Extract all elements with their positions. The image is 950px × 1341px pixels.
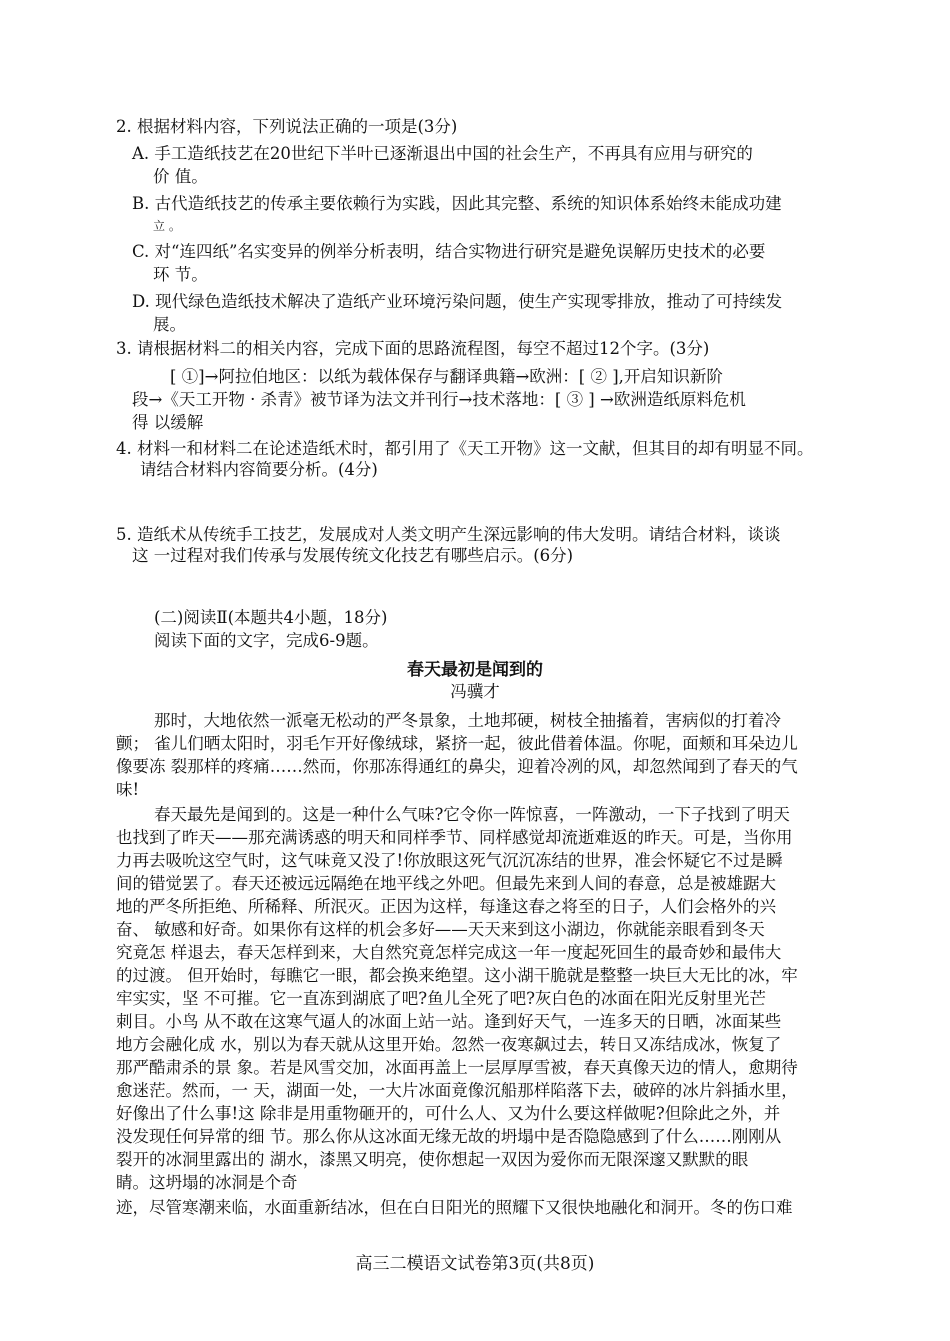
- paragraph-line: 味!: [116, 780, 140, 799]
- paragraph-line: 睛。这坍塌的冰洞是个奇: [116, 1173, 298, 1192]
- paragraph-line: 像要冻 裂那样的疼痛……然而，你那冻得通红的鼻尖，迎着冷冽的风，却忽然闻到了春天的气: [116, 757, 798, 776]
- paragraph-line: 迹，尽管寒潮来临，水面重新结冰，但在白日阳光的照耀下又很快地融化和洞开。冬的伤口难: [116, 1198, 793, 1217]
- flow-line3: 得 以缓解: [132, 413, 204, 432]
- paragraph-line: 也找到了昨天——那充满诱惑的明天和同样季节、同样感觉却流逝难返的昨天。可是，当你用: [116, 828, 793, 847]
- question-3-stem: 3. 请根据材料二的相关内容，完成下面的思路流程图，每空不超过12个字。(3分): [116, 339, 710, 358]
- paragraph-line: 颤； 雀儿们晒太阳时，羽毛乍开好像绒球，紧挤一起，彼此借着体温。你呢，面颊和耳朵边儿: [116, 734, 798, 753]
- paragraph-line: 奋、 敏感和好奇。如果你有这样的机会多好——天天来到这小湖边，你就能亲眼看到冬天: [116, 920, 765, 939]
- question-4-line1: 4. 材料一和材料二在论述造纸术时，都引用了《天工开物》这一文献，但其目的却有明显不同。: [116, 439, 814, 458]
- paragraph-line: 的过渡。 但开始时，每瞧它一眼，都会换来绝望。这小湖干脆就是整整一块巨大无比的冰，牢: [116, 966, 798, 985]
- question-4-line2: 请结合材料内容简要分析。(4分): [140, 460, 378, 479]
- page-footer: 高三二模语文试卷第3页(共8页): [355, 1254, 595, 1274]
- paragraph-line: 究竟怎 样退去，春天怎样到来，大自然究竟怎样完成这一年一度起死回生的最奇妙和最伟大: [116, 943, 782, 962]
- question-5-line1: 5. 造纸术从传统手工技艺，发展成对人类文明产生深远影响的伟大发明。请结合材料，谈谈: [116, 525, 781, 544]
- paragraph-line: 牢实实，坚 不可摧。它一直冻到湖底了吧?鱼儿全死了吧?灰白色的冰面在阳光反射里光芒: [116, 989, 766, 1008]
- section-heading: (二)阅读Ⅱ(本题共4小题，18分): [154, 608, 388, 627]
- option-c-line2: 环 节。: [153, 265, 208, 284]
- paragraph-line: 春天最先是闻到的。这是一种什么气味?它令你一阵惊喜，一阵激动，一下子找到了明天: [154, 805, 790, 824]
- paragraph-line: 好像出了什么事!这 除非是用重物砸开的，可什么人、又为什么要这样做呢?但除此之外，并: [116, 1104, 781, 1123]
- section-instruction: 阅读下面的文字，完成6-9题。: [154, 631, 379, 650]
- question-2-stem: 2. 根据材料内容，下列说法正确的一项是(3分): [116, 117, 458, 136]
- paragraph-line: 那严酷肃杀的景 象。若是风雪交加，冰面再盖上一层厚厚雪被，春天真像天边的情人，愈期待: [116, 1058, 798, 1077]
- article-author: 冯骥才: [450, 682, 500, 701]
- paragraph-line: 刺目。小鸟 从不敢在这寒气逼人的冰面上站一站。逢到好天气，一连多天的日晒，冰面某些: [116, 1012, 782, 1031]
- paragraph-line: 力再去吸吮这空气时，这气味竟又没了!你放眼这死气沉沉冻结的世界，准会怀疑它不过是瞬: [116, 851, 783, 870]
- option-b-line1: B. 古代造纸技艺的传承主要依赖行为实践，因此其完整、系统的知识体系始终未能成功建: [132, 194, 782, 213]
- paragraph-line: 没发现任何异常的细 节。那么你从这冰面无缘无故的坍塌中是否隐隐感到了什么……刚刚从: [116, 1127, 782, 1146]
- article-title: 春天最初是闻到的: [407, 660, 543, 680]
- option-b-line2: 立 。: [153, 219, 181, 233]
- flow-line1: [ ①]→阿拉伯地区：以纸为载体保存与翻译典籍→欧洲：[ ② ],开启知识新阶: [170, 367, 723, 386]
- paragraph-line: 那时，大地依然一派毫无松动的严冬景象，土地邦硬，树枝全抽搐着，害病似的打着冷: [154, 711, 781, 730]
- paragraph-line: 地方会融化成 水，别以为春天就从这里开始。忽然一夜寒飙过去，转日又冻结成冰，恢复了: [116, 1035, 782, 1054]
- option-a-line1: A. 手工造纸技艺在20世纪下半叶已逐渐退出中国的社会生产，不再具有应用与研究的: [132, 144, 753, 163]
- flow-line2: 段→《天工开物 · 杀青》被节译为法文并刊行→技术落地：[ ③ ] →欧洲造纸原料危机: [132, 390, 746, 409]
- paragraph-line: 间的错觉罢了。春天还被远远隔绝在地平线之外吧。但最先来到人间的春意，总是被雄踞大: [116, 874, 776, 893]
- paragraph-line: 地的严冬所拒绝、所稀释、所泯灭。正因为这样，每逢这春之将至的日子，人们会格外的兴: [116, 897, 776, 916]
- paragraph-line: 愈迷茫。然而，一 天，湖面一处，一大片冰面竟像沉船那样陷落下去，破碎的冰片斜插水里，: [116, 1081, 798, 1100]
- option-d-line1: D. 现代绿色造纸技术解决了造纸产业环境污染问题，使生产实现零排放，推动了可持续发: [132, 292, 783, 311]
- paragraph-line: 裂开的冰洞里露出的 湖水，漆黑又明亮，使你想起一双因为爱你而无限深邃又默默的眼: [116, 1150, 749, 1169]
- option-a-line2: 价 值。: [153, 167, 208, 186]
- option-d-line2: 展。: [153, 315, 186, 334]
- question-5-line2: 这 一过程对我们传承与发展传统文化技艺有哪些启示。(6分): [132, 546, 574, 565]
- option-c-line1: C. 对“连四纸”名实变异的例举分析表明，结合实物进行研究是避免误解历史技术的必要: [132, 242, 766, 261]
